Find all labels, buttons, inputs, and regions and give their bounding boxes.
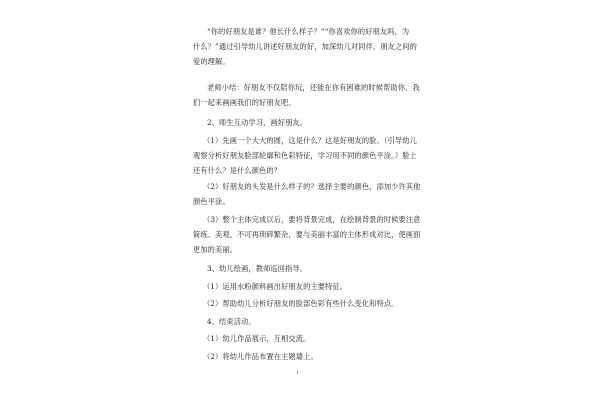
text-line: “你的好朋友是谁？他长什么样子？”“你喜欢你的好朋友吗，为 — [207, 27, 410, 36]
text-line: （2）帮助幼儿分析好朋友的脸部色彩有些什么变化和特点。 — [203, 299, 399, 308]
page-number: 1 — [296, 370, 300, 376]
text-line: 颜色平涂。 — [193, 197, 230, 206]
section-heading-2 — [193, 115, 411, 130]
text-line: 2、师生互动学习，画好朋友。 — [207, 118, 308, 127]
text-line: 老师小结：好朋友不仅陪你玩，还能在你有困难的时候帮助你，我 — [207, 83, 420, 92]
paragraph-step-3 — [193, 212, 421, 257]
text-line: （3）整个主体完成以后，要将背景完成，在绘制背景的时候要注意 — [203, 215, 421, 224]
text-line: 们一起来画画我们的好朋友吧。 — [193, 98, 296, 107]
text-line: 什么？”通过引导幼儿讲述好朋友的好，加深幼儿对同伴、朋友之间的 — [193, 42, 417, 51]
text-line: 3、幼儿绘画，教师巡回指导。 — [207, 264, 308, 273]
paragraph-step-4-2 — [193, 349, 411, 364]
text-line: 4、结束活动。 — [207, 317, 256, 326]
text-line: （1）运用水粉颜料画出好朋友的主要特征。 — [203, 282, 348, 291]
text-line: 简练、美观，不可再琐碎繁杂，要与美丽丰富的主体形成对比，使画面 — [193, 230, 421, 239]
section-heading-4 — [193, 314, 411, 329]
section-heading-3 — [193, 261, 411, 276]
text-line: （1）先画一个大大的圆，这是什么？这是好朋友的脸。（引导幼儿 — [203, 136, 417, 145]
text-line: （1）幼儿作品展示，互相交流。 — [203, 334, 311, 343]
paragraph-teacher-summary — [193, 80, 420, 110]
paragraph-step-2 — [193, 179, 421, 209]
text-line: 观察分析好朋友脸部轮廓和色彩特征，学习用不同的颜色平涂。）脸上 — [193, 151, 417, 160]
paragraph-questions — [193, 24, 417, 69]
paragraph-step-3-1 — [193, 279, 411, 294]
text-line: 更加的美丽。 — [193, 245, 238, 254]
text-line: 还有什么？是什么颜色的？ — [193, 166, 282, 175]
text-line: 爱的理解。 — [193, 57, 230, 66]
paragraph-step-1 — [193, 133, 417, 178]
paragraph-step-4-1 — [193, 331, 411, 346]
text-line: （2）好朋友的头发是什么样子的？选择主要的颜色，添加少许其他 — [203, 182, 421, 191]
text-line: （2）将幼儿作品布置在主题墙上。 — [203, 352, 318, 361]
paragraph-step-3-2 — [193, 296, 411, 311]
